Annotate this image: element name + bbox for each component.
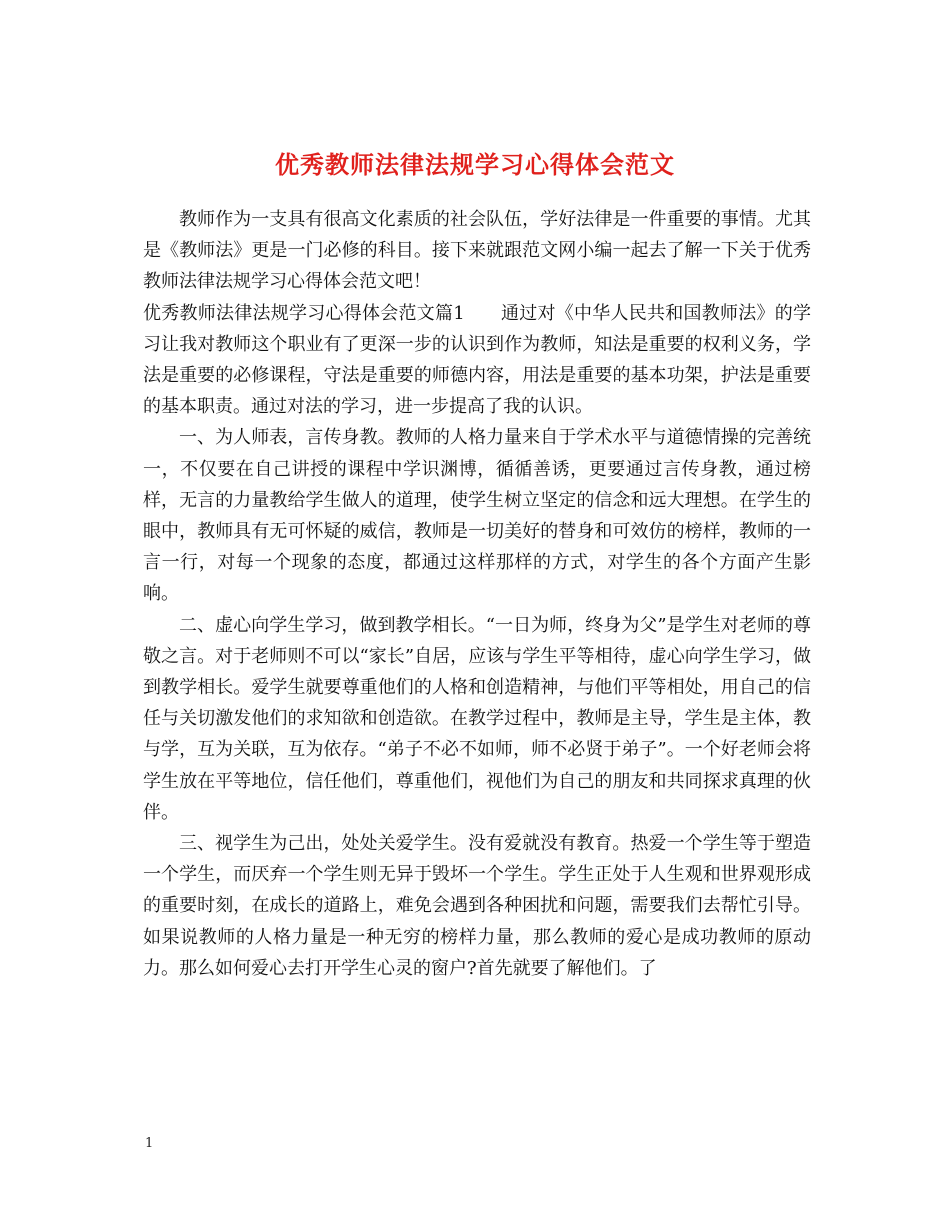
article-first-paragraph bbox=[143, 298, 811, 423]
intro-paragraph: 教师作为一支具有很高文化素质的社会队伍，学好法律是一件重要的事情。尤其是《教师法》更是一门必修的科目。接下来就跟范文网小编一起去了解一下关于优秀教师法律法规学习心得体会范文吧！ bbox=[143, 209, 811, 293]
document-body bbox=[143, 204, 811, 984]
article-heading: 优秀教师法律法规学习心得体会范文篇1 bbox=[143, 302, 465, 324]
body-paragraph-1: 一、为人师表，言传身教。教师的人格力量来自于学术水平与道德情操的完善统一，不仅要在自己讲授的课程中学识渊博，循循善诱，更要通过言传身教，通过榜样，无言的力量教给学生做人的道理，使学生树立坚定的信念和远大理想。在学生的眼中，教师具有无可怀疑的威信，教师是一切美好的替身和可效仿的榜样，教师的一言一行，对每一个现象的态度，都通过这样那样的方式，对学生的各个方面产生影响。 bbox=[143, 427, 811, 605]
document-title: 优秀教师法律法规学习心得体会范文 bbox=[275, 150, 675, 180]
body-paragraph-2: 二、虚心向学生学习，做到教学相长。“一日为师，终身为父”是学生对老师的尊敬之言。对于老师则不可以“家长”自居，应该与学生平等相待，虚心向学生学习，做到教学相长。爱学生就要尊重他们的人格和创造精神，与他们平等相处，用自己的信任与关切激发他们的求知欲和创造欲。在教学过程中，教师是主导，学生是主体，教与学，互为关联，互为依存。“弟子不必不如师，师不必贤于弟子”。一个好老师会将学生放在平等地位，信任他们，尊重他们，视他们为自己的朋友和共同探求真理的伙伴。 bbox=[143, 614, 811, 823]
page-number: 1 bbox=[145, 1136, 154, 1151]
body-paragraph-3: 三、视学生为己出，处处关爱学生。没有爱就没有教育。热爱一个学生等于塑造一个学生，而厌弃一个学生则无异于毁坏一个学生。学生正处于人生观和世界观形成的重要时刻，在成长的道路上，难免会遇到各种困扰和问题，需要我们去帮忙引导。如果说教师的人格力量是一种无穷的榜样力量，那么教师的爱心是成功教师的原动力。那么如何爱心去打开学生心灵的窗户?首先就要了解他们。了 bbox=[143, 833, 811, 979]
article-lead-text: 通过对《中华人民共和国教师法》的学习让我对教师这个职业有了更深一步的认识到作为教师，知法是重要的权利义务，学法是重要的必修课程，守法是重要的师德内容，用法是重要的基本功架，护法是重要的基本职责。通过对法的学习，进一步提高了我的认识。 bbox=[143, 302, 812, 418]
